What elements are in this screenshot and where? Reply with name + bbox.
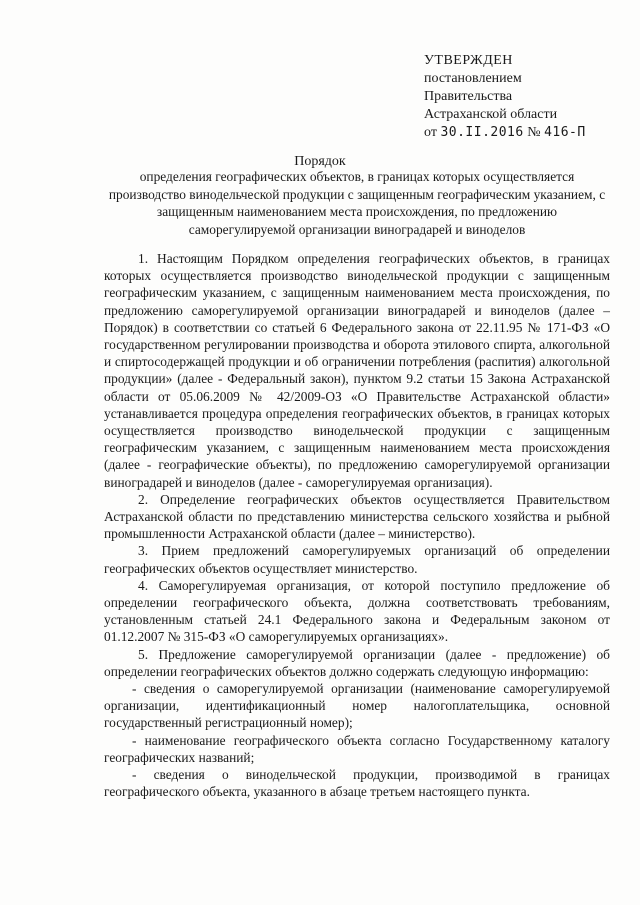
approval-date-prefix: от	[424, 125, 437, 140]
approval-line-decree: постановлением	[424, 71, 522, 86]
paragraph-3: 3. Прием предложений саморегулируемых организаций об определении географических объектов осуществляет министерство.	[104, 543, 610, 576]
document-title: Порядок	[294, 154, 346, 169]
document-subtitle: определения географических объектов, в границах которых осуществляется производство винодельческой продукции с защищенным географическим указанием, с защищенным наименованием места происхождения, по предложению саморегулируемой организации виноградарей и виноделов	[108, 169, 606, 237]
approval-line-region: Астраханской области	[424, 107, 558, 122]
approval-line-government: Правительства	[424, 89, 513, 104]
paragraph-5: 5. Предложение саморегулируемой организации (далее - предложение) об определении географических объектов должно содержать следующую информацию:	[104, 646, 610, 679]
approval-number-value: 416-П	[544, 125, 586, 140]
paragraph-4: 4. Саморегулируемая организация, от которой поступило предложение об определении географического объекта, должна соответствовать требованиям, установленным статьей 24.1 Федерального закона и Федеральным законом от 01.12.2007 № 315-ФЗ «О саморегулируемых организациях».	[104, 577, 610, 645]
approval-number-sign: №	[527, 125, 541, 140]
approval-stamp-block	[424, 52, 624, 142]
approval-title: УТВЕРЖДЕН	[424, 53, 513, 68]
approval-date-value: 30.II.2016	[440, 125, 524, 140]
paragraph-2: 2. Определение географических объектов осуществляется Правительством Астраханской области по представлению министерства сельского хозяйства и рыбной промышленности Астраханской области (далее – министерство).	[104, 491, 610, 542]
list-item: - сведения о саморегулируемой организации (наименование саморегулируемой организации, идентификационный номер налогоплательщика, основной государственный регистрационный номер);	[104, 681, 610, 731]
paragraph-1: 1. Настоящим Порядком определения географических объектов, в границах которых осуществляется производство винодельческой продукции с защищенным географическим указанием, с защищенным наименованием места происхождения, по предложению саморегулируемой организации виноградарей и виноделов (далее – Порядок) в соответствии со статьей 6 Федерального закона от 22.11.95 № 171-ФЗ «О государственном регулировании производства и оборота этилового спирта, алкогольной и спиртосодержащей продукции и об ограничении потребления (распития) алкогольной продукции» (далее - Федеральный закон), пунктом 9.2 статьи 15 Закона Астраханской области от 05.06.2009 № 42/2009-ОЗ «О Правительстве Астраханской области» устанавливается процедура определения географических объектов, в границах которых осуществляется производство винодельческой продукции с защищенным географическим указанием, с защищенным наименованием места происхождения (далее - географические объекты), по предложению саморегулируемой организации виноградарей и виноделов (далее - саморегулируемая организация).	[104, 251, 610, 490]
list-item: - наименование географического объекта согласно Государственному каталогу географических названий;	[104, 732, 610, 765]
list-item: - сведения о винодельческой продукции, производимой в границах географического объекта, указанного в абзаце третьем настоящего пункта.	[104, 767, 610, 800]
approval-date-line	[424, 124, 624, 142]
document-body	[104, 250, 610, 801]
